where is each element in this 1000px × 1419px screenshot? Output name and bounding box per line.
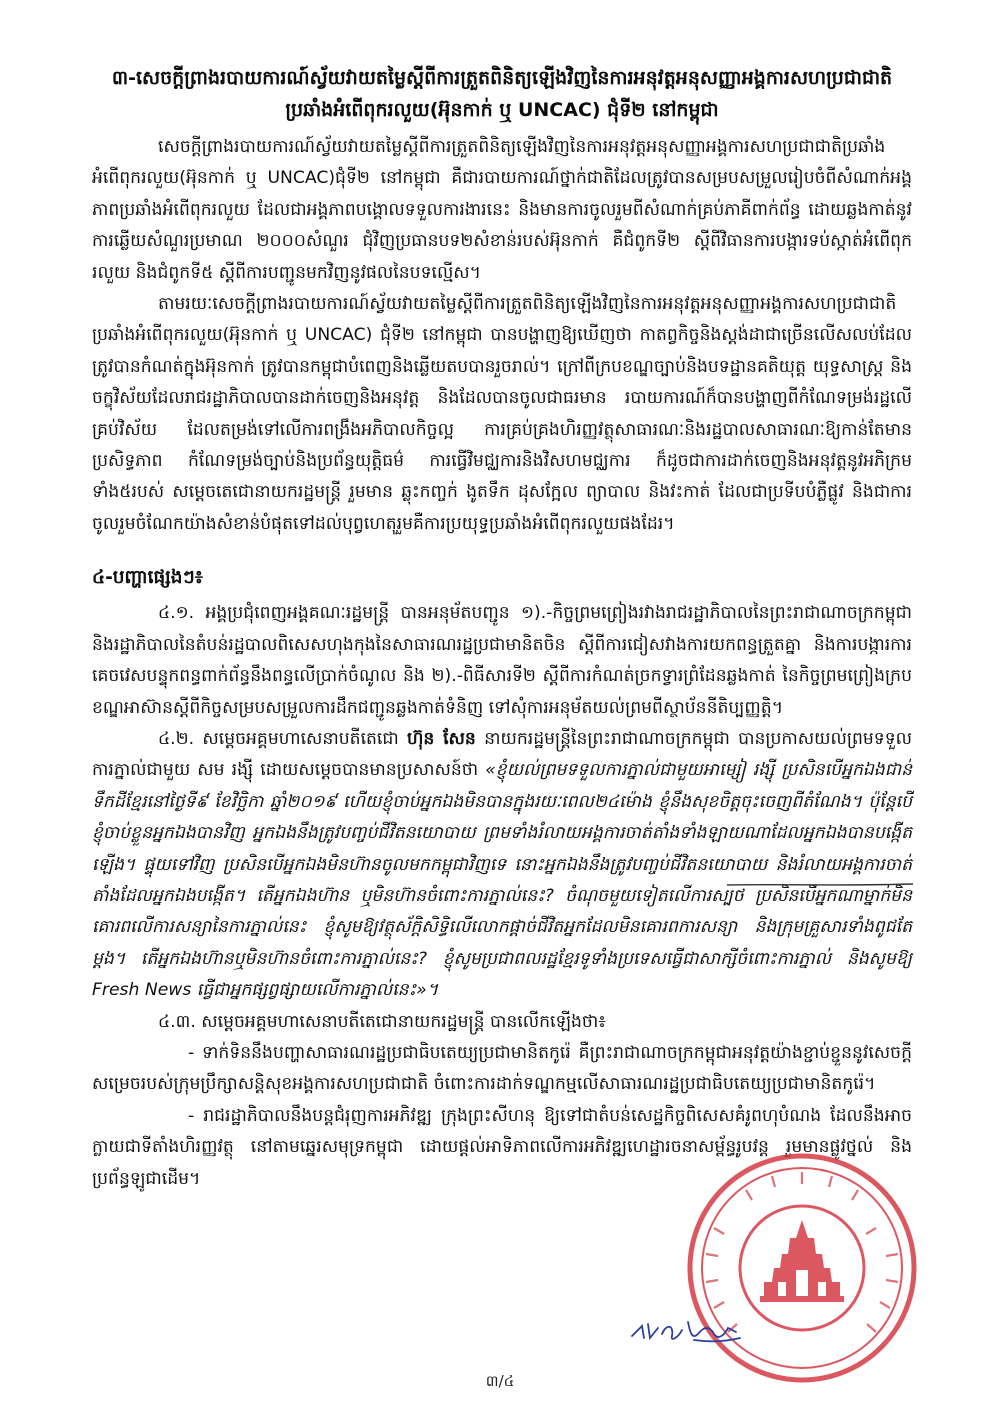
section-3-title: ៣-សេចក្តីព្រាងរបាយការណ៍ស្វ័យវាយតម្លៃស្តីពីការត្រួតពិនិត្យឡើងវិញនៃការអនុវត្តអនុសញ្ញាអង្គការសហប្រជាជាតិប្រឆាំងអំពើពុករលួយ(អ៊ុនកាក់ ឬ UNCAC) ជុំទី២ នៅកម្ពុជា [111,67,893,121]
handwritten-signature [628,1312,746,1346]
section-4-item-1: ៤.១. អង្គប្រជុំពេញអង្គគណៈរដ្ឋមន្ត្រី បានអនុម័តបញ្ជូន ១).-កិច្ចព្រមព្រៀងរវាងរាជរដ្ឋាភិបាលនៃព្រះរាជាណាចក្រកម្ពុជា និងរដ្ឋាភិបាលនៃតំបន់រដ្ឋបាលពិសេសហុងកុងនៃសាធារណរដ្ឋប្រជាមានិតចិន ស្តីពីការជៀសវាងការយកពន្ធត្រួតគ្នា និងការបង្ការការគេចវេសបន្ទុកពន្ធពាក់ព័ន្ធនឹងពន្ធលើប្រាក់ចំណូល និង ២).-ពិធីសារទី២ ស្តីពីការកំណត់ច្រកទ្វារព្រំដែនឆ្លងកាត់ នៃកិច្ចព្រមព្រៀងក្របខណ្ឌអាស៊ានស្តីពីកិច្ចសម្របសម្រួលការដឹកជញ្ជូនឆ្លងកាត់ទំនិញ ទៅសុំការអនុម័តយល់ព្រមពីស្ថាប័ននីតិប្បញ្ញត្តិ។ [92,603,912,718]
official-seal-icon [684,1150,920,1386]
item-2-middle: នាយករដ្ឋមន្ត្រីនៃព្រះរាជាណាចក្រកម្ពុជា បានប្រកាសយល់ព្រមទទួលការភ្នាល់ជាមួយ សម រង្ស៊ី ដោយសម្តេចបានមានប្រសាសន៍ថា [92,728,912,781]
section-4-bullet-2: - រាជរដ្ឋាភិបាលនឹងបន្តជំរុញការអភិវឌ្ឍ ក្រុងព្រះសីហនុ ឱ្យទៅជាតំបន់សេដ្ឋកិច្ចពិសេសគំរូពហុបំណង ដែលនឹងអាចក្លាយជាទីតាំងហិរញ្ញវត្ថុ នៅតាមឆ្នេរសមុទ្រកម្ពុជា ដោយផ្តល់អាទិភាពលើការអភិវឌ្ឍហេដ្ឋារចនាសម្ព័ន្ធរូបវន្ត រួមមានផ្លូវថ្នល់ និងប្រព័ន្ធឡូជាដើម។ [92,1105,912,1189]
section-3-paragraph-1: សេចក្តីព្រាងរបាយការណ៍ស្វ័យវាយតម្លៃស្តីពីការត្រួតពិនិត្យឡើងវិញនៃការអនុវត្តអនុសញ្ញាអង្គការសហប្រជាជាតិប្រឆាំងអំពើពុករលួយ(អ៊ុនកាក់ ឬ UNCAC)ជុំទី២ នៅកម្ពុជា គឺជារបាយការណ៍ថ្នាក់ជាតិដែលត្រូវបានសម្របសម្រួលរៀបចំពីសំណាក់អង្គភាពប្រឆាំងអំពើពុករលួយ ដែលជាអង្គភាពបង្គោលទទួលការងារនេះ និងមានការចូលរួមពីសំណាក់គ្រប់ភាគីពាក់ព័ន្ធ ដោយឆ្លងកាត់នូវការឆ្លើយសំណួរប្រមាណ ២០០០សំណួរ ជុំវិញប្រធានបទ២សំខាន់របស់អ៊ុនកាក់ គឺជំពូកទី២ ស្តីពីវិធានការបង្ការទប់ស្កាត់អំពើពុករលួយ និងជំពូកទី៥ ស្តីពីការបញ្ជូនមកវិញនូវផលនៃបទល្មើស។ [92,137,912,283]
section-4-item-2 [92,724,912,1007]
section-3-paragraph-2: តាមរយៈសេចក្តីព្រាងរបាយការណ៍ស្វ័យវាយតម្លៃស្តីពីការត្រួតពិនិត្យឡើងវិញនៃការអនុវត្តអនុសញ្ញាអង្គការសហប្រជាជាតិប្រឆាំងអំពើពុករលួយ(អ៊ុនកាក់ ឬ UNCAC) ជុំទី២ នៅកម្ពុជា បានបង្ហាញឱ្យឃើញថា កាតព្វកិច្ចនិងស្តង់ដាជាច្រើនលើសលប់ដែលត្រូវបានកំណត់ក្នុងអ៊ុនកាក់ ត្រូវបានកម្ពុជាបំពេញនិងឆ្លើយតបបានរួចរាល់។ ក្រៅពីក្របខណ្ឌច្បាប់និងបទដ្ឋានគតិយុត្ត យុទ្ធសាស្ត្រ និងចក្ខុវិស័យដែលរាជរដ្ឋាភិបាលបានដាក់ចេញនិងអនុវត្ត និងដែលបានចូលជាធរមាន របាយការណ៍ក៏បានបង្ហាញពីកំណែទម្រង់រដ្ឋលើគ្រប់វិស័យ ដែលតម្រង់ទៅលើការពង្រឹងអភិបាលកិច្ចល្អ ការគ្រប់គ្រងហិរញ្ញវត្ថុសាធារណៈនិងរដ្ឋបាលសាធារណៈឱ្យកាន់តែមានប្រសិទ្ធភាព កំណែទម្រង់ច្បាប់និងប្រព័ន្ធយុត្តិធម៌ ការធ្វើវិមជ្ឈការនិងវិសហមជ្ឈការ ក៏ដូចជាការដាក់ចេញនិងអនុវត្តនូវអភិក្រមទាំង៥របស់ សម្តេចតេជោនាយករដ្ឋមន្ត្រី រួមមាន ឆ្លុះកញ្ចក់ ងូតទឹក ដុសក្អែល ព្យាបាល និងវះកាត់ ដែលជាប្រទីបបំភ្លឺផ្លូវ និងជាការចូលរួមចំណែកយ៉ាងសំខាន់បំផុតទៅដល់បុព្វហេតុរួមគឺការប្រយុទ្ធប្រឆាំងអំពើពុករលួយផងដែរ។ [92,294,912,534]
section-4-bullet-1: - ទាក់ទិននឹងបញ្ហាសាធារណរដ្ឋប្រជាធិបតេយ្យប្រជាមានិតកូរ៉េ គឺព្រះរាជាណាចក្រកម្ពុជាអនុវត្តយ៉ាងខ្ជាប់ខ្ជួននូវសេចក្តីសម្រេចរបស់ក្រុមប្រឹក្សាសន្តិសុខអង្គការសហប្រជាជាតិ ចំពោះការដាក់ទណ្ឌកម្មលើសាធារណរដ្ឋប្រជាធិបតេយ្យប្រជាមានិតកូរ៉េ។ [92,1042,912,1095]
page-number: ៣/៤ [485,1372,515,1390]
item-2-name: ហ៊ុន សែន [407,728,476,749]
pen-underline-mark [725,883,915,887]
section-4-heading: ៤-បញ្ហាផ្សេងៗ៖ [92,567,203,589]
item-2-quote: «ខ្ញុំយល់ព្រមទទួលការភ្នាល់ជាមួយអាម្សៀ រង្ស៊ី ប្រសិនបើអ្នកឯងជាន់ទឹកដីខ្មែរនៅថ្ងៃទី៩ ខែវិច្ឆិកា ឆ្នាំ២០១៩ ហើយខ្ញុំចាប់អ្នកឯងមិនបានក្នុងរយៈពេល២៤ម៉ោង ខ្ញុំនឹងសុខចិត្តចុះចេញពីតំណែង។ ប៉ុន្តែបើខ្ញុំចាប់ខ្លួនអ្នកឯងបានវិញ អ្នកឯងនឹងត្រូវបញ្ចប់ជីវិតនយោបាយ ព្រមទាំងរំលាយអង្គការចាត់តាំងទាំងឡាយណាដែលអ្នកឯងបានបង្កើតឡើង។ ផ្ទុយទៅវិញ ប្រសិនបើអ្នកឯងមិនហ៊ានចូលមកកម្ពុជាវិញទេ នោះអ្នកឯងនឹងត្រូវបញ្ចប់ជីវិតនយោបាយ និងរំលាយអង្គការចាត់តាំងដែលអ្នកឯងបង្កើត។ តើអ្នកឯងហ៊ាន ឬមិនហ៊ានចំពោះការភ្នាល់នេះ? ចំណុចមួយទៀតលើការស្បថ ប្រសិនបើអ្នកណាម្នាក់មិនគោរពលើការសន្យានៃការភ្នាល់នេះ ខ្ញុំសូមឱ្យវត្ថុស័ក្តិសិទ្ធិលើលោកផ្តាច់ជីវិតអ្នកដែលមិនគោរពការសន្យា និងក្រុមគ្រួសារទាំងពូជតែម្តង។ តើអ្នកឯងហ៊ានឬមិនហ៊ានចំពោះការភ្នាល់នេះ? ខ្ញុំសូមប្រជាពលរដ្ឋខ្មែរទូទាំងប្រទេសធ្វើជាសាក្សីចំពោះការភ្នាល់ និងសូមឱ្យ Fresh News ធ្វើជាអ្នកផ្សព្វផ្សាយលើការភ្នាល់នេះ»។ [92,760,912,1001]
section-4-item-3: ៤.៣. សម្តេចអគ្គមហាសេនាបតីតេជោនាយករដ្ឋមន្ត្រី បានលើកឡើងថា៖ [158,1011,606,1032]
item-2-prefix: ៤.២. សម្តេចអគ្គមហាសេនាបតីតេជោ [158,728,408,749]
